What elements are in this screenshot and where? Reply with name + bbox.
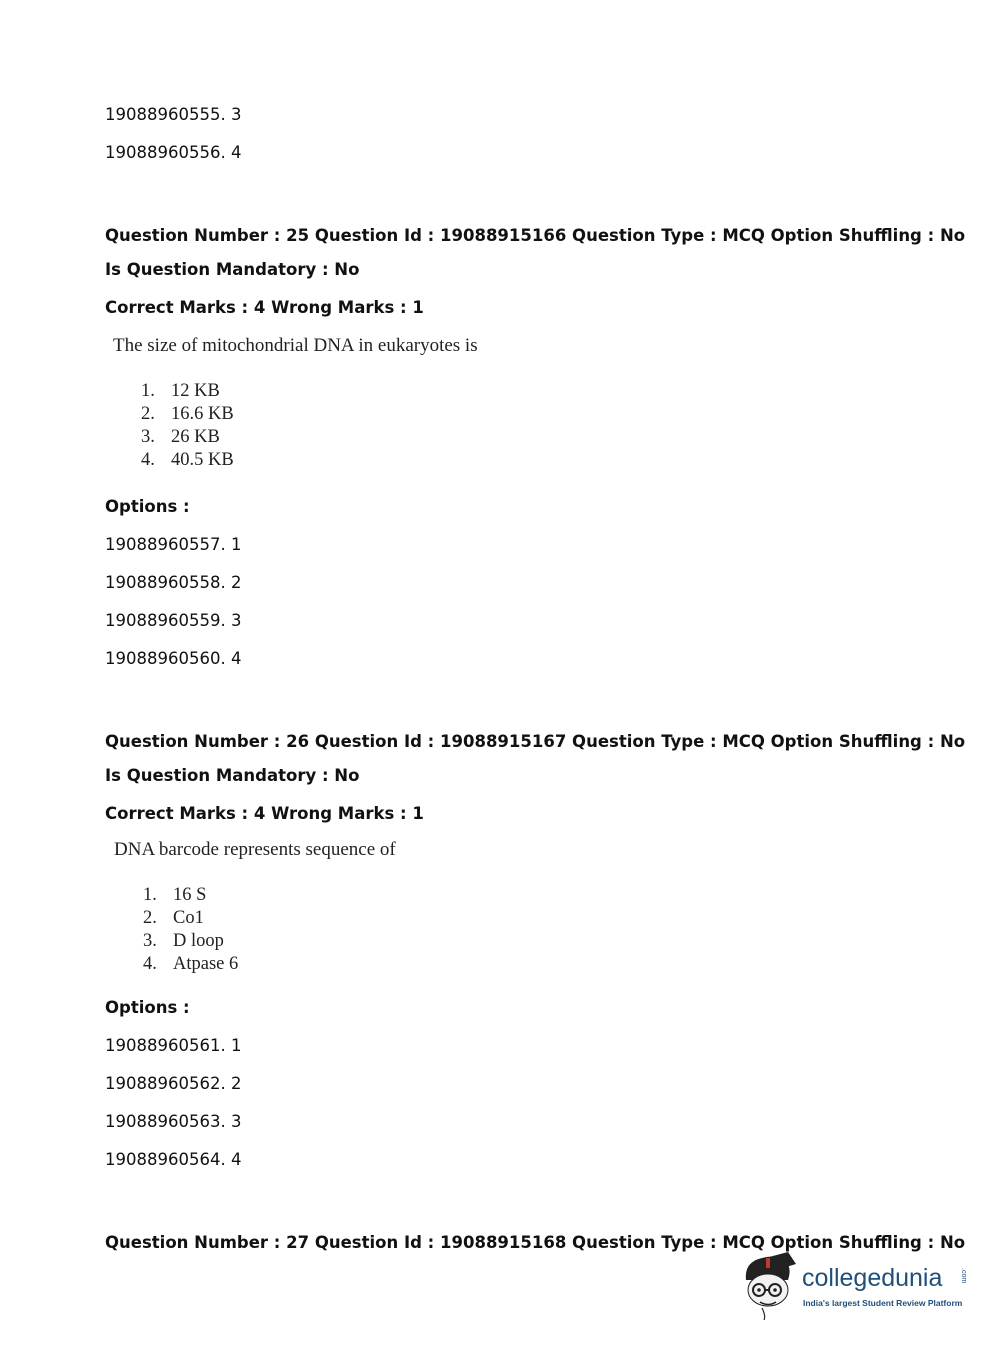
option-line: 19088960557. 1: [105, 535, 242, 554]
choice-item: [141, 427, 220, 448]
option-line: 19088960558. 2: [105, 573, 242, 592]
option-line: 19088960560. 4: [105, 649, 242, 668]
choice-text: 16 S: [173, 885, 207, 905]
option-line: 19088960562. 2: [105, 1074, 242, 1093]
question-header: Question Number : 26 Question Id : 19088915167 Question Type : MCQ Option Shuffling : No: [105, 732, 966, 751]
choice-item: [143, 885, 206, 906]
choice-number: 1.: [141, 381, 155, 401]
choice-item: [143, 908, 204, 929]
choice-text: 26 KB: [171, 427, 220, 447]
choice-item: [141, 381, 220, 402]
question-header: Question Number : 27 Question Id : 19088915168 Question Type : MCQ Option Shuffling : No: [105, 1233, 966, 1252]
choice-number: 1.: [143, 885, 157, 905]
choice-text: D loop: [173, 931, 224, 951]
choice-text: Co1: [173, 908, 204, 928]
choice-number: 4.: [143, 954, 157, 974]
choice-number: 4.: [141, 450, 155, 470]
choice-item: [141, 450, 234, 471]
collegedunia-logo: [740, 1250, 975, 1320]
choice-item: [141, 404, 234, 425]
question-mandatory: Is Question Mandatory : No: [105, 766, 360, 785]
logo-tagline: India's largest Student Review Platform: [803, 1298, 963, 1308]
option-line: 19088960556. 4: [105, 143, 242, 162]
question-text: The size of mitochondrial DNA in eukaryotes is: [113, 335, 478, 356]
option-line: 19088960555. 3: [105, 105, 242, 124]
question-marks: Correct Marks : 4 Wrong Marks : 1: [105, 804, 424, 823]
question-text: DNA barcode represents sequence of: [114, 839, 396, 860]
logo-wordmark: collegedunia: [802, 1264, 943, 1292]
question-mandatory: Is Question Mandatory : No: [105, 260, 360, 279]
choice-text: Atpase 6: [173, 954, 239, 974]
choice-number: 3.: [141, 427, 155, 447]
question-header: Question Number : 25 Question Id : 19088915166 Question Type : MCQ Option Shuffling : No: [105, 226, 966, 245]
choice-text: 16.6 KB: [171, 404, 234, 424]
choice-number: 2.: [143, 908, 157, 928]
choice-item: [143, 931, 224, 952]
logo-suffix: .com: [960, 1268, 967, 1284]
choice-item: [143, 954, 238, 975]
option-line: 19088960563. 3: [105, 1112, 242, 1131]
options-label: Options :: [105, 497, 190, 516]
option-line: 19088960559. 3: [105, 611, 242, 630]
option-line: 19088960564. 4: [105, 1150, 242, 1169]
question-marks: Correct Marks : 4 Wrong Marks : 1: [105, 298, 424, 317]
choice-text: 40.5 KB: [171, 450, 234, 470]
options-label: Options :: [105, 998, 190, 1017]
mascot-icon: [740, 1250, 800, 1320]
option-line: 19088960561. 1: [105, 1036, 242, 1055]
choice-number: 2.: [141, 404, 155, 424]
choice-text: 12 KB: [171, 381, 220, 401]
choice-number: 3.: [143, 931, 157, 951]
